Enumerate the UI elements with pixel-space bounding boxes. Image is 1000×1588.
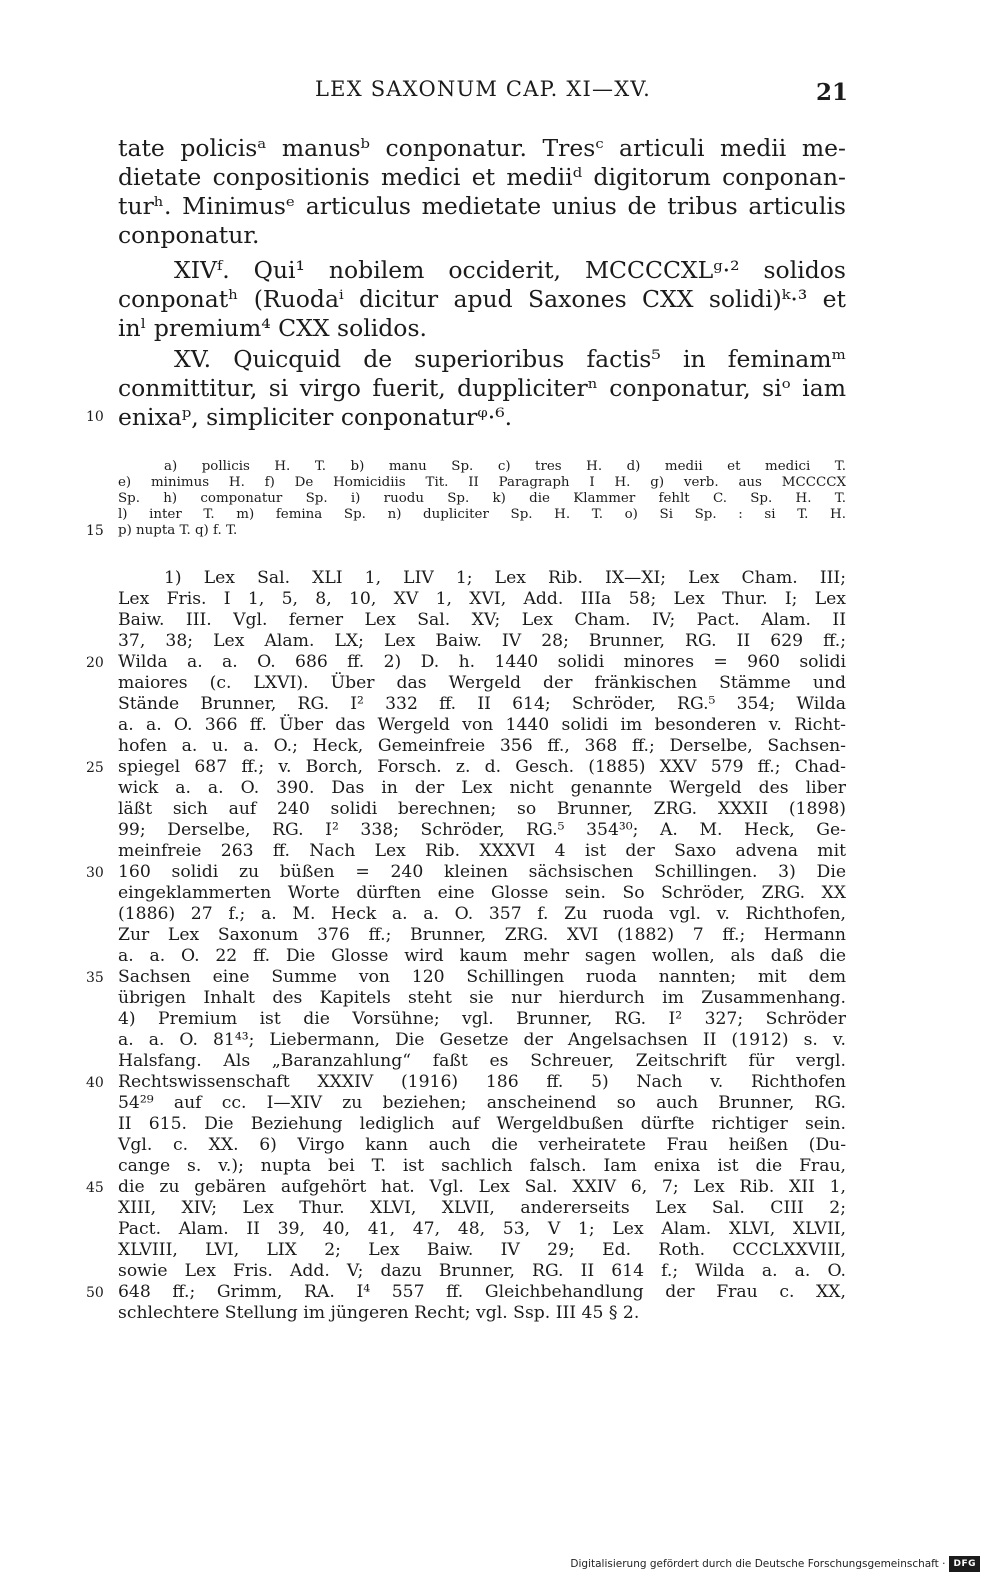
main-text-line: XIVᶠ. Qui¹ nobilem occiderit, MCCCCXLᵍ·² solidos — [174, 256, 846, 284]
line-number: 25 — [86, 760, 104, 776]
commentary-line: die zu gebären aufgehört hat. Vgl. Lex Sal. XXIV 6, 7; Lex Rib. XII 1, — [118, 1177, 846, 1197]
commentary-line: 54²⁹ auf cc. I—XIV zu beziehen; anscheinend so auch Brunner, RG. — [118, 1093, 846, 1113]
commentary-line: wick a. a. O. 390. Das in der Lex nicht genannte Wergeld des liber — [118, 778, 846, 798]
commentary-line: sowie Lex Fris. Add. V; dazu Brunner, RG. II 614 f.; Wilda a. a. O. — [118, 1261, 846, 1281]
commentary-line: meinfreie 263 ff. Nach Lex Rib. XXXVI 4 ist der Saxo advena mit — [118, 841, 846, 861]
commentary-line: 1) Lex Sal. XLI 1, LIV 1; Lex Rib. IX—XI; Lex Cham. III; — [164, 568, 846, 588]
commentary-line: schlechtere Stellung im jüngeren Recht; vgl. Ssp. III 45 § 2. — [118, 1303, 640, 1323]
main-text-line: XV. Quicquid de superioribus factis⁵ in feminamᵐ — [174, 345, 846, 373]
running-header — [118, 74, 848, 110]
commentary-line: a. a. O. 81⁴³; Liebermann, Die Gesetze der Angelsachsen II (1912) s. v. — [118, 1030, 846, 1050]
line-number: 20 — [86, 655, 104, 671]
commentary-line: cange s. v.); nupta bei T. ist sachlich falsch. Iam enixa ist die Frau, — [118, 1156, 846, 1176]
textual-note-line: p) nupta T. q) f. T. — [118, 523, 238, 538]
page-number: 21 — [815, 79, 848, 106]
credit-text: Digitalisierung gefördert durch die Deutsche Forschungsgemeinschaft · — [570, 1558, 946, 1570]
commentary-line: Zur Lex Saxonum 376 ff.; Brunner, ZRG. XVI (1882) 7 ff.; Hermann — [118, 925, 846, 945]
commentary-line: maiores (c. LXVI). Über das Wergeld der fränkischen Stämme und — [118, 673, 846, 693]
textual-note-line: Sp. h) componatur Sp. i) ruodu Sp. k) die Klammer fehlt C. Sp. H. T. — [118, 491, 846, 506]
commentary-line: a. a. O. 22 ff. Die Glosse wird kaum mehr sagen wollen, als daß die — [118, 946, 846, 966]
commentary-line: 648 ff.; Grimm, RA. I⁴ 557 ff. Gleichbehandlung der Frau c. XX, — [118, 1282, 846, 1302]
commentary-line: a. a. O. 366 ff. Über das Wergeld von 1440 solidi im besonderen v. Richt- — [118, 715, 846, 735]
textual-note-line: e) minimus H. f) De Homicidiis Tit. II Paragraph I H. g) verb. aus MCCCCX — [118, 475, 846, 490]
line-number: 45 — [86, 1180, 104, 1196]
commentary-line: 160 solidi zu büßen = 240 kleinen sächsischen Schillingen. 3) Die — [118, 862, 846, 882]
commentary-line: läßt sich auf 240 solidi berechnen; so Brunner, ZRG. XXXII (1898) — [118, 799, 846, 819]
commentary-line: Stände Brunner, RG. I² 332 ff. II 614; Schröder, RG.⁵ 354; Wilda — [118, 694, 846, 714]
commentary-line: Baiw. III. Vgl. ferner Lex Sal. XV; Lex Cham. IV; Pact. Alam. II — [118, 610, 846, 630]
main-text-line: conponatur. — [118, 221, 260, 249]
line-number: 50 — [86, 1285, 104, 1301]
commentary-line: übrigen Inhalt des Kapitels steht sie nur hierdurch im Zusammenhang. — [118, 988, 846, 1008]
commentary-line: XIII, XIV; Lex Thur. XLVI, XLVII, andererseits Lex Sal. CIII 2; — [118, 1198, 846, 1218]
main-text-line: dietate conpositionis medici et mediiᵈ digitorum conponan- — [118, 163, 846, 191]
line-number: 15 — [86, 523, 104, 539]
commentary-line: 4) Premium ist die Vorsühne; vgl. Brunner, RG. I² 327; Schröder — [118, 1009, 846, 1029]
commentary-line: Vgl. c. XX. 6) Virgo kann auch die verheiratete Frau heißen (Du- — [118, 1135, 846, 1155]
commentary-line: 99; Derselbe, RG. I² 338; Schröder, RG.⁵ 354³⁰; A. M. Heck, Ge- — [118, 820, 846, 840]
commentary-line: II 615. Die Beziehung lediglich auf Wergeldbußen dürfte richtiger sein. — [118, 1114, 846, 1134]
commentary-line: Sachsen eine Summe von 120 Schillingen ruoda nannten; mit dem — [118, 967, 846, 987]
main-text-line: turʰ. Minimusᵉ articulus medietate unius de tribus articulis — [118, 192, 846, 220]
textual-note-line: l) inter T. m) femina Sp. n) dupliciter Sp. H. T. o) Si Sp. : si T. H. — [118, 507, 846, 522]
commentary-line: 37, 38; Lex Alam. LX; Lex Baiw. IV 28; Brunner, RG. II 629 ff.; — [118, 631, 846, 651]
line-number: 30 — [86, 865, 104, 881]
commentary-line: Pact. Alam. II 39, 40, 41, 47, 48, 53, V 1; Lex Alam. XLVI, XLVII, — [118, 1219, 846, 1239]
main-text-line: inˡ premium⁴ CXX solidos. — [118, 314, 427, 342]
commentary-line: (1886) 27 f.; a. M. Heck a. a. O. 357 f. Zu ruoda vgl. v. Richthofen, — [118, 904, 846, 924]
line-number: 35 — [86, 970, 104, 986]
main-text-line: tate policisᵃ manusᵇ conponatur. Tresᶜ articuli medii me- — [118, 134, 846, 162]
commentary-line: Rechtswissenschaft XXXIV (1916) 186 ff. 5) Nach v. Richthofen — [118, 1072, 846, 1092]
running-title: LEX SAXONUM CAP. XI—XV. — [315, 77, 651, 101]
main-text-line: conmittitur, si virgo fuerit, duppliciterⁿ conponatur, siᵒ iam — [118, 374, 846, 402]
textual-note-line: a) pollicis H. T. b) manu Sp. c) tres H. d) medii et medici T. — [164, 459, 846, 474]
commentary-line: spiegel 687 ff.; v. Borch, Forsch. z. d. Gesch. (1885) XXV 579 ff.; Chad- — [118, 757, 846, 777]
commentary-line: XLVIII, LVI, LIX 2; Lex Baiw. IV 29; Ed. Roth. CCCLXXVIII, — [118, 1240, 846, 1260]
main-text-line: conponatʰ (Ruodaⁱ dicitur apud Saxones CXX solidi)ᵏ·³ et — [118, 285, 846, 313]
dfg-logo: DFG — [949, 1556, 980, 1572]
line-number: 10 — [86, 409, 104, 425]
line-number: 40 — [86, 1075, 104, 1091]
main-text-line: enixaᵖ, simpliciter conponaturᵠ·⁶. — [118, 403, 513, 431]
commentary-line: eingeklammerten Worte dürften eine Glosse sein. So Schröder, ZRG. XX — [118, 883, 846, 903]
commentary-line: Halsfang. Als „Baranzahlung“ faßt es Schreuer, Zeitschrift für vergl. — [118, 1051, 846, 1071]
commentary-line: Lex Fris. I 1, 5, 8, 10, XV 1, XVI, Add. IIIa 58; Lex Thur. I; Lex — [118, 589, 846, 609]
digitization-credit — [570, 1556, 980, 1572]
commentary-line: hofen a. u. a. O.; Heck, Gemeinfreie 356 ff., 368 ff.; Derselbe, Sachsen- — [118, 736, 846, 756]
commentary-line: Wilda a. a. O. 686 ff. 2) D. h. 1440 solidi minores = 960 solidi — [118, 652, 846, 672]
